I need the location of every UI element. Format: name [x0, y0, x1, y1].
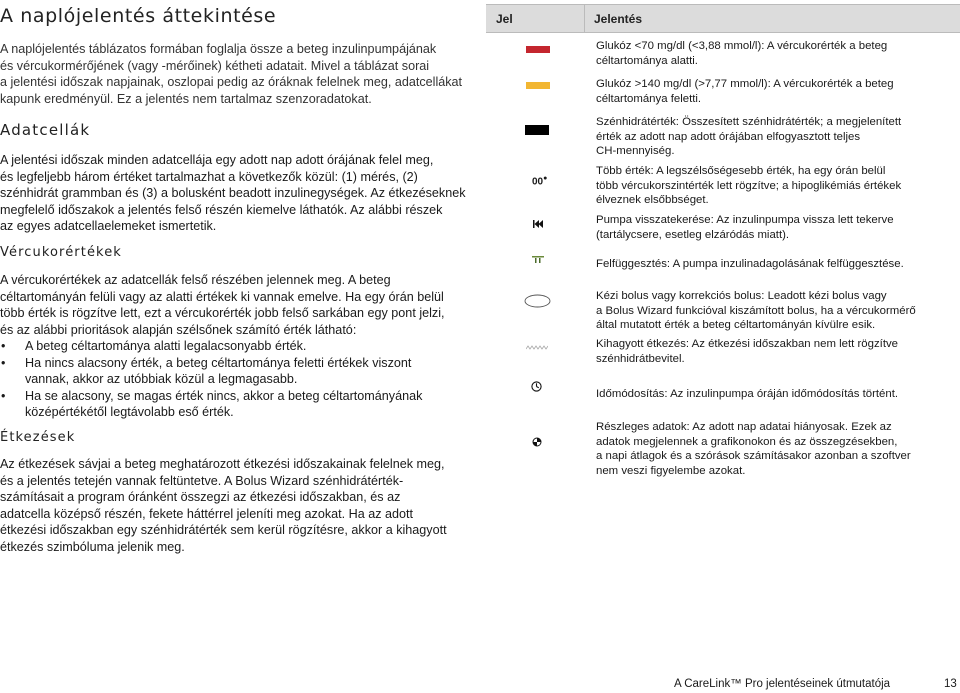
text-line: élveznek elsőbbséget. [596, 194, 709, 206]
page-title: A naplójelentés áttekintése [0, 5, 277, 27]
intro-paragraph [0, 41, 462, 107]
text-line: és legfeljebb három értéket tartalmazhat a következők közül: (1) mérés, (2) [0, 169, 418, 184]
text-line: étkezési időszakban egy szénhidrátérték sem kerül rögzítésre, akkor a kihagyott [0, 523, 447, 537]
text-line: Pumpa visszatekerése: Az inzulinpumpa vissza lett tekerve [596, 214, 894, 226]
footer-guide-title: A CareLink™ Pro jelentéseinek útmutatója [674, 678, 891, 690]
bullet-icon: • [1, 388, 6, 403]
text-line: Az étkezések sávjai a beteg meghatározott étkezési időszakainak felelnek meg, [0, 457, 445, 471]
text-line: szénhidrátbevitel. [596, 352, 685, 365]
suspend-icon [532, 255, 544, 263]
table-row [596, 115, 926, 159]
table-row [596, 164, 926, 208]
text-line: A naplójelentés táblázatos formában foglalja össze a beteg inzulinpumpájának [0, 42, 437, 56]
meals-paragraph [0, 456, 447, 555]
text-line: Szénhidrátérték: Összesített szénhidrátérték; a megjelenített [596, 116, 902, 128]
section-heading-data-cells: Adatcellák [0, 121, 91, 139]
table-row [596, 420, 926, 478]
text-line: nem veszi figyelembe azokat. [596, 464, 746, 477]
table-row [596, 213, 926, 242]
text-line: adatok megjelennek a grafikonokon és az összegzésekben, [596, 435, 898, 448]
multiple-values-symbol: 00 [532, 176, 544, 188]
skipped-meal-icon [526, 345, 548, 350]
section-heading-bg-values: Vércukorértékek [0, 245, 122, 260]
table-header [486, 4, 960, 33]
text-line: Részleges adatok: Az adott nap adatai hiányosak. Ezek az [596, 421, 892, 433]
list-item [0, 355, 468, 388]
list-item [0, 338, 468, 355]
text-line: Ha se alacsony, se magas érték nincs, akkor a beteg céltartományának [25, 388, 423, 403]
section-heading-meals: Étkezések [0, 430, 76, 445]
partial-data-icon [532, 437, 542, 447]
text-line: és a jelentés tetején vannak feltüntetve. A Bolus Wizard szénhidrátérték- [0, 473, 404, 488]
table-row [596, 337, 926, 366]
text-line: a napi átlagok és a szórások számításakor azonban a szoftver [596, 450, 911, 462]
text-line: számításait a program óránként összegzi az étkezési időszakban, és az [0, 490, 401, 504]
priority-list [0, 338, 468, 421]
table-row [596, 289, 926, 333]
text-line: több érték is rögzítve lett, ezt a vércukorérték jobb felső sarkában egy pont jelzi, [0, 306, 445, 320]
data-cells-paragraph [0, 152, 466, 235]
red-bar-icon [526, 46, 550, 53]
text-line: a Bolus Wizard funkcióval kiszámított bolus, ha a vércukormérő [596, 304, 916, 317]
text-line: kapunk eredményül. Ez a jelentés nem tartalmaz szenzoradatokat. [0, 91, 372, 106]
text-line: Glukóz >140 mg/dl (>7,77 mmol/l): A vércukorérték a beteg [596, 78, 894, 90]
text-line: céltartománya alatti. [596, 54, 698, 67]
text-line: az egyes adatcellaelemeket ismertetik. [0, 219, 217, 233]
text-line: a jelentési időszak napjainak, oszlopai pedig az óráknak felelnek meg, adatcellákat [0, 75, 463, 89]
text-line: A vércukorértékek az adatcellák felső részében jelennek meg. A beteg [0, 273, 391, 287]
text-line: étkezés szimbóluma jelenik meg. [0, 539, 185, 554]
text-line: középértékétől legtávolabb eső érték. [25, 405, 234, 419]
text-line: Időmódosítás: Az inzulinpumpa óráján időmódosítás történt. [596, 388, 899, 400]
column-header-meaning: Jelentés [594, 12, 643, 26]
text-line: A jelentési időszak minden adatcellája egy adott nap adott órájának felel meg, [0, 153, 434, 167]
text-line: több vércukorszintérték lett rögzítve; a hipoglikémiás értékek [596, 179, 902, 192]
black-bar-icon [525, 125, 549, 135]
text-line: céltartománya feletti. [596, 92, 702, 105]
page-number: 13 [944, 678, 957, 690]
text-line: Több érték: A legszélsőségesebb érték, ha egy órán belül [596, 165, 886, 177]
bullet-icon: • [1, 339, 6, 353]
bullet-icon: • [1, 355, 6, 370]
rewind-icon [533, 220, 543, 228]
text-line: érték az adott nap adott órájában elfogyasztott teljes [596, 130, 861, 143]
text-line: céltartományán felüli vagy az alatti értékek ki vannak emelve. Ha egy órán belül [0, 289, 444, 304]
table-row [596, 39, 926, 68]
table-row [596, 387, 926, 402]
text-line: Kézi bolus vagy korrekciós bolus: Leadott kézi bolus vagy [596, 290, 887, 302]
text-line: Glukóz <70 mg/dl (<3,88 mmol/l): A vércukorérték a beteg [596, 40, 888, 52]
text-line: és vércukormérőjének (vagy -mérőinek) kétheti adatait. Mivel a táblázat sorai [0, 58, 430, 73]
clock-icon [531, 381, 542, 392]
column-header-symbol: Jel [496, 12, 513, 26]
yellow-bar-icon [526, 82, 550, 89]
text-line: Kihagyott étkezés: Az étkezési időszakban nem lett rögzítve [596, 338, 899, 350]
manual-bolus-icon [524, 294, 551, 308]
text-line: és az alábbi prioritások alapján szélsőnek számító érték látható: [0, 322, 357, 337]
list-item [0, 388, 468, 421]
text-line: Felfüggesztés: A pumpa inzulinadagolásának felfüggesztése. [596, 258, 904, 270]
text-line: szénhidrát grammban és (3) a bolusként beadott inzulinegységek. Az étkezéseknek [0, 186, 466, 200]
text-line: megfelelő időszakok a jelentés felső részén kiemelve láthatók. Az alábbi részek [0, 202, 443, 217]
table-row [596, 257, 926, 272]
text-line: által mutatott érték a beteg céltartományán kívülre esik. [596, 319, 876, 331]
text-line: CH-mennyiség. [596, 145, 675, 157]
text-line: vannak, akkor az utóbbiak közül a legmagasabb. [25, 372, 298, 386]
text-line: (tartálycsere, esetleg elzáródás miatt). [596, 228, 790, 241]
text-line: A beteg céltartománya alatti legalacsonyabb érték. [25, 339, 307, 353]
column-divider [584, 5, 585, 32]
multiple-values-icon: 00● [532, 175, 548, 188]
text-line: adatcella középső részén, fekete háttérrel jeleníti meg azokat. Ha az adott [0, 506, 414, 521]
table-row [596, 77, 926, 106]
text-line: Ha nincs alacsony érték, a beteg céltartománya feletti értékek viszont [25, 355, 412, 370]
bg-values-paragraph [0, 272, 445, 338]
